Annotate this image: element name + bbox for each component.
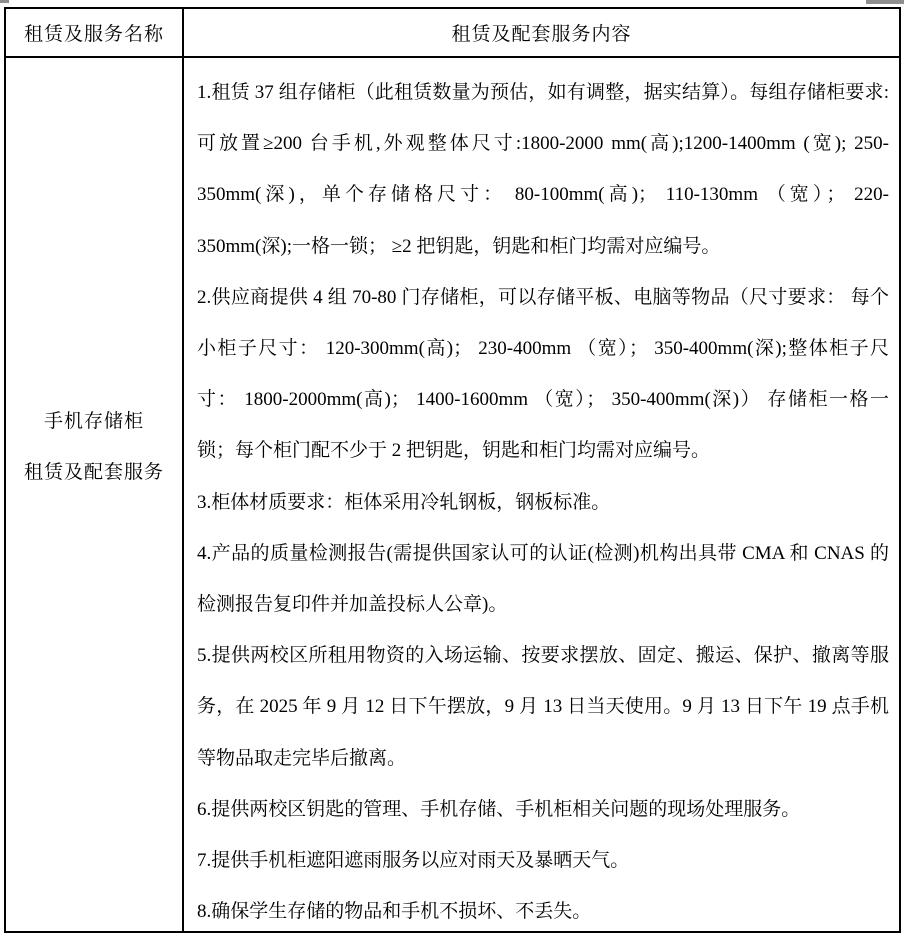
service-item-list	[197, 67, 889, 931]
service-item: 4.产品的质量检测报告(需提供国家认可的认证(检测)机构出具带 CMA 和 CNAS 的检测报告复印件并加盖投标人公章)。	[197, 542, 889, 616]
crop-artifact-left	[0, 0, 9, 3]
service-item: 7.提供手机柜遮阳遮雨服务以应对雨天及暴晒天气。	[197, 850, 630, 872]
header-service-name: 租赁及服务名称	[5, 8, 183, 57]
service-name-line-2: 租赁及配套服务	[23, 461, 164, 483]
service-item: 2.供应商提供 4 组 70-80 门存储柜，可以存储平板、电脑等物品（尺寸要求： 每个小柜子尺寸： 120-300mm(高)； 230-400mm （宽）； 350-400mm(深);整体柜子尺寸： 1800-2000mm(高)； 1400-1600mm （宽）； 350-400mm(深)） 存储柜一格一锁；每个柜门配不少于 2 把钥匙，钥匙和柜门均需对应编号。	[197, 286, 889, 462]
table-body-row	[5, 57, 900, 932]
service-item: 6.提供两校区钥匙的管理、手机存储、手机柜相关问题的现场处理服务。	[197, 798, 801, 820]
header-service-content: 租赁及配套服务内容	[183, 8, 900, 57]
table-header-row	[5, 8, 900, 57]
service-table	[4, 7, 901, 933]
service-item: 5.提供两校区所租用物资的入场运输、按要求摆放、固定、搬运、保护、撤离等服务，在 2025 年 9 月 12 日下午摆放，9 月 13 日当天使用。9 月 13 日下午 19 点手机等物品取走完毕后撤离。	[197, 645, 889, 769]
service-name-cell	[5, 57, 183, 932]
service-item: 1.租赁 37 组存储柜（此租赁数量为预估，如有调整，据实结算）。每组存储柜要求:可放置≥200 台手机,外观整体尺寸:1800-2000 mm(高);1200-1400mm (宽); 250-350mm(深)，单个存储格尺寸： 80-100mm(高)； 110-130mm （宽）； 220-350mm(深);一格一锁； ≥2 把钥匙，钥匙和柜门均需对应编号。	[197, 82, 889, 257]
service-item: 3.柜体材质要求：柜体采用冷轧钢板，钢板标准。	[197, 491, 611, 513]
service-name-line-1: 手机存储柜	[43, 410, 144, 432]
service-item: 8.确保学生存储的物品和手机不损坏、不丢失。	[197, 901, 592, 923]
service-name	[6, 396, 182, 498]
crop-artifact-right	[866, 0, 904, 4]
service-content-cell	[183, 57, 900, 932]
